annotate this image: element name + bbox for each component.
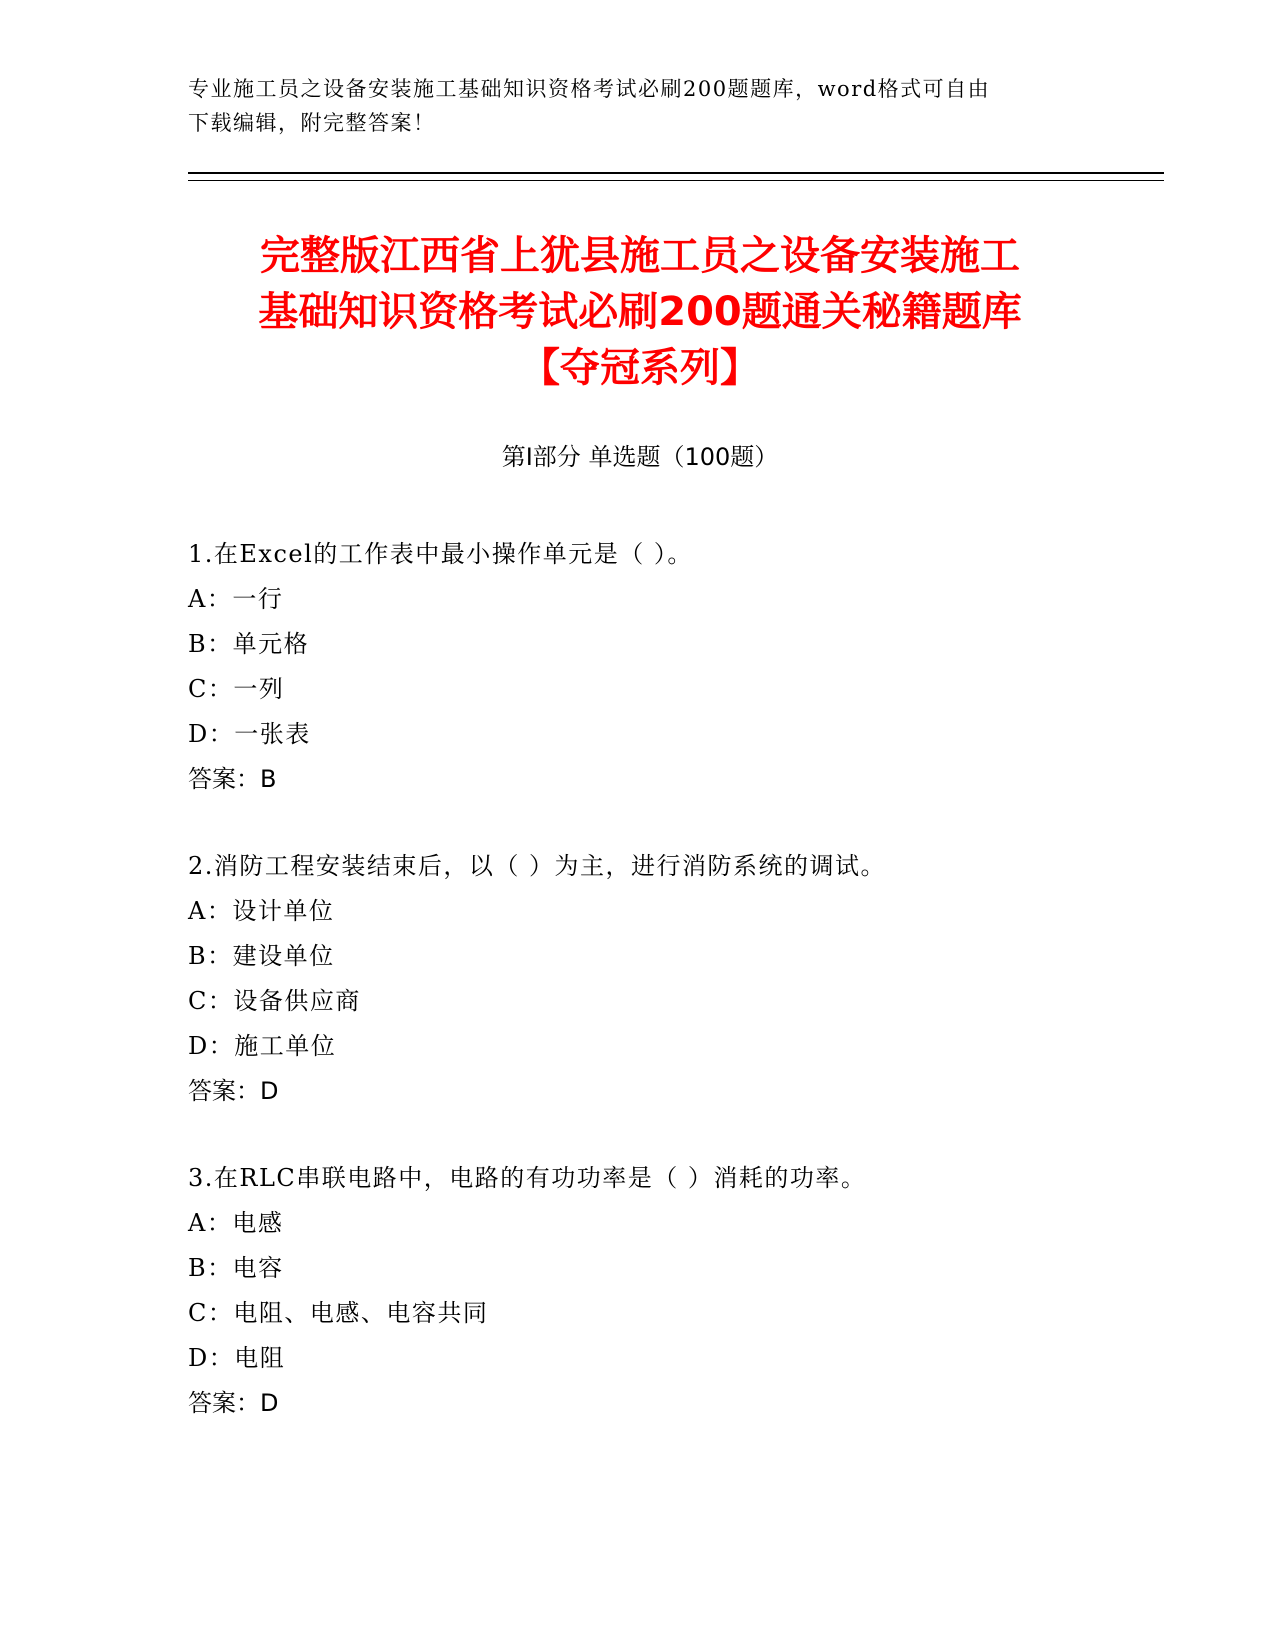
question-list [188,532,1148,1468]
option-b: B：建设单位 [188,942,335,970]
question-stem: 2.消防工程安装结束后，以（ ）为主，进行消防系统的调试。 [188,852,887,880]
question-1 [188,532,1148,802]
header-line-2: 下载编辑，附完整答案！ [188,111,436,135]
document-header-note [188,72,1088,140]
option-c: C：设备供应商 [188,987,361,1015]
title-line-2: 基础知识资格考试必刷200题通关秘籍题库 [258,289,1022,335]
title-line-3: 【夺冠系列】 [520,345,760,391]
document-title [160,228,1120,396]
header-line-1: 专业施工员之设备安装施工基础知识资格考试必刷200题题库，word格式可自由 [188,77,991,101]
option-b: B：电容 [188,1254,284,1282]
question-stem: 1.在Excel的工作表中最小操作单元是（ ）。 [188,540,693,568]
option-b: B：单元格 [188,630,310,658]
option-a: A：设计单位 [188,897,335,925]
option-c: C：一列 [188,675,285,703]
option-a: A：电感 [188,1209,284,1237]
answer: 答案：D [188,1077,279,1105]
answer: 答案：B [188,765,277,793]
question-2 [188,844,1148,1114]
answer: 答案：D [188,1389,279,1417]
option-d: D：一张表 [188,720,311,748]
header-divider-thin [188,180,1164,181]
option-c: C：电阻、电感、电容共同 [188,1299,489,1327]
section-title: 第Ⅰ部分 单选题（100题） [501,443,779,471]
question-3 [188,1156,1148,1426]
option-a: A：一行 [188,585,284,613]
option-d: D：施工单位 [188,1032,337,1060]
title-line-1: 完整版江西省上犹县施工员之设备安装施工 [260,233,1020,279]
header-divider-thick [188,172,1164,174]
option-d: D：电阻 [188,1344,286,1372]
question-stem: 3.在RLC串联电路中，电路的有功功率是（ ）消耗的功率。 [188,1164,867,1192]
